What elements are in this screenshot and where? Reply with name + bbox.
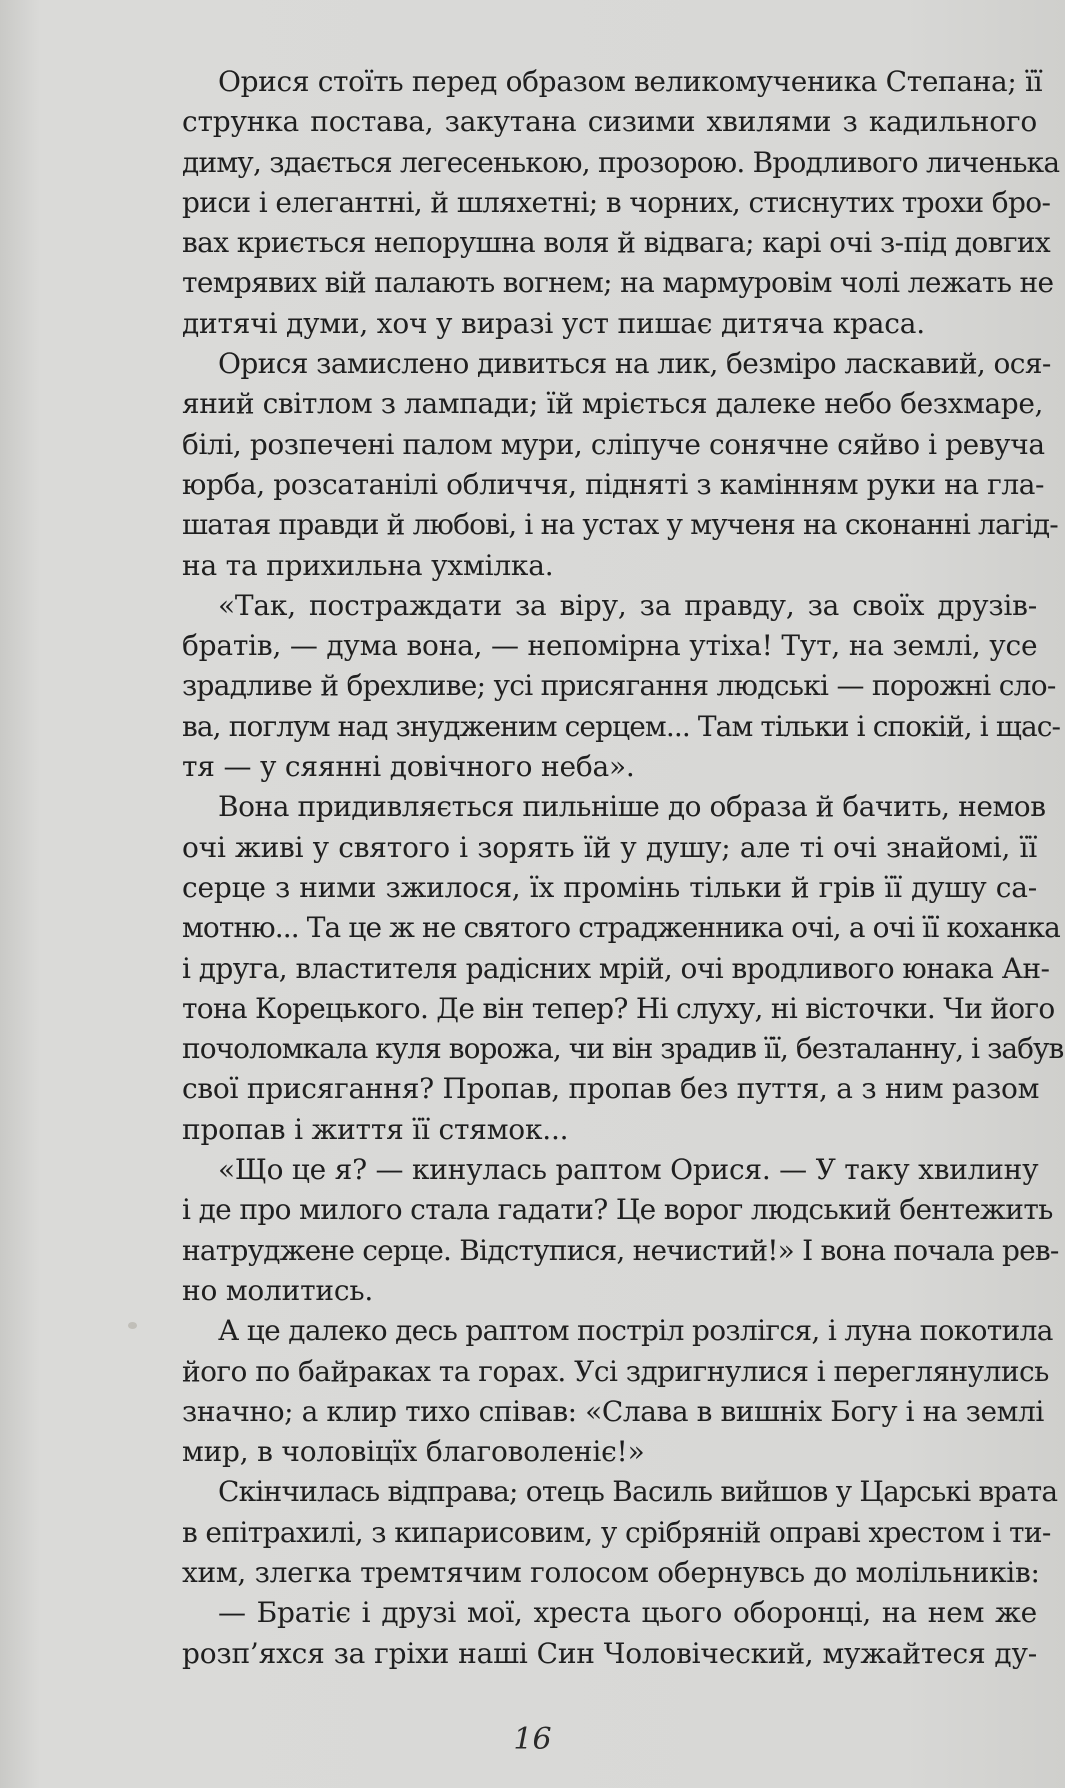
text-line: розп’яхся за гріхи наші Син Чоловіческий, мужайтеся ду-	[182, 1636, 1037, 1670]
paragraph-2	[146, 344, 1058, 586]
text-line: Вона придивляється пильніше до образа й бачить, немов	[218, 790, 1046, 824]
page-number: 16	[513, 1722, 552, 1757]
text-line: тя — у сяянні довічного неба».	[182, 750, 635, 784]
text-line: серце з ними зжилося, їх промінь тільки й грів її душу са-	[182, 870, 1037, 904]
text-line: мир, в чоловіцїх благоволеніє!»	[182, 1435, 645, 1469]
text-line: почоломкала куля ворожа, чи він зрадив її, безталанну, і забув	[182, 1032, 1064, 1066]
paragraph-4	[146, 787, 1064, 1150]
body-text	[146, 62, 1064, 1674]
text-line: хим, злегка тремтячим голосом обернувсь до молільників:	[182, 1555, 1040, 1589]
text-line: братів, — дума вона, — непомірна утіха! Тут, на землі, усе	[182, 629, 1038, 663]
text-line: і друга, властителя радісних мрій, очі вродливого юнака Ан-	[182, 951, 1050, 985]
text-line: струнка постава, закутана сизими хвилями з кадильного	[182, 105, 1037, 139]
text-line: і де про милого стала гадати? Це ворог людський бентежить	[182, 1193, 1053, 1227]
text-line: тона Корецького. Де він тепер? Ні слуху, ні вісточки. Чи його	[182, 991, 1055, 1025]
paragraph-5	[146, 1150, 1059, 1311]
text-line: в епітрахилі, з кипарисовим, у срібряній оправі хрестом і ти-	[182, 1515, 1051, 1549]
text-line: ва, поглум над знудженим серцем... Там тільки і спокій, і щас-	[182, 709, 1061, 743]
text-line: натруджене серце. Відступися, нечистий!» І вона почала рев-	[182, 1233, 1059, 1267]
text-line: шатая правди й любові, і на устах у мученя на сконанні лагід-	[182, 508, 1058, 542]
text-line: пропав і життя її стямок...	[182, 1112, 569, 1146]
text-line: мотню... Та це ж не святого страдженника очі, а очі її коханка	[182, 911, 1060, 945]
text-line: — Братіє і друзі мої, хреста цього оборонці, на нем же	[218, 1596, 1037, 1630]
text-line: Скінчилась відправа; отець Василь вийшов у Царські врата	[218, 1475, 1058, 1509]
text-line: значно; а клир тихо співав: «Слава в вишніх Богу і на землі	[182, 1394, 1044, 1428]
paragraph-8	[146, 1593, 1037, 1674]
text-line: диму, здається легесенькою, прозорою. Вродливого личенька	[182, 145, 1060, 179]
text-line: Орися замислено дивиться на лик, безміро ласкавий, ося-	[218, 347, 1051, 381]
text-line: темрявих вій палають вогнем; на мармуровім чолі лежать не	[182, 266, 1054, 300]
text-line: риси і елегантні, й шляхетні; в чорних, стиснутих трохи бро-	[182, 185, 1051, 219]
text-line: яний світлом з лампади; їй мріється далеке небо безхмаре,	[182, 387, 1044, 421]
text-line: очі живі у святого і зорять їй у душу; але ті очі знайомі, її	[182, 830, 1037, 864]
paragraph-1	[146, 62, 1060, 344]
text-line: «Так, постраждати за віру, за правду, за своїх друзів-	[218, 588, 1037, 622]
text-line: білі, розпечені палом мури, сліпуче сонячне сяйво і ревуча	[182, 427, 1045, 461]
text-line: но молитись.	[182, 1273, 374, 1307]
text-line: його по байраках та горах. Усі здригнулися і переглянулись	[182, 1354, 1049, 1388]
text-line: свої присягання? Пропав, пропав без пуття, а з ним разом	[182, 1072, 1040, 1106]
paragraph-3	[146, 586, 1061, 787]
text-line: зрадливе й брехливе; усі присягання людські — порожні сло-	[182, 669, 1056, 703]
text-line: на та прихильна ухмілка.	[182, 548, 554, 582]
paper-stain	[128, 1322, 137, 1329]
paragraph-6	[146, 1311, 1053, 1472]
text-line: юрба, розсатанілі обличчя, підняті з камінням руки на гла-	[182, 467, 1045, 501]
text-line: А це далеко десь раптом постріл розлігся, і луна покотила	[218, 1314, 1053, 1348]
text-line: Орися стоїть перед образом великомученика Степана; її	[218, 65, 1043, 98]
text-line: дитячі думи, хоч у виразі уст пишає дитяча краса.	[182, 306, 925, 340]
text-line: вах криється непорушна воля й відвага; карі очі з-під довгих	[182, 226, 1051, 260]
text-line: «Що це я? — кинулась раптом Орися. — У таку хвилину	[218, 1153, 1039, 1187]
paragraph-7	[146, 1472, 1058, 1593]
